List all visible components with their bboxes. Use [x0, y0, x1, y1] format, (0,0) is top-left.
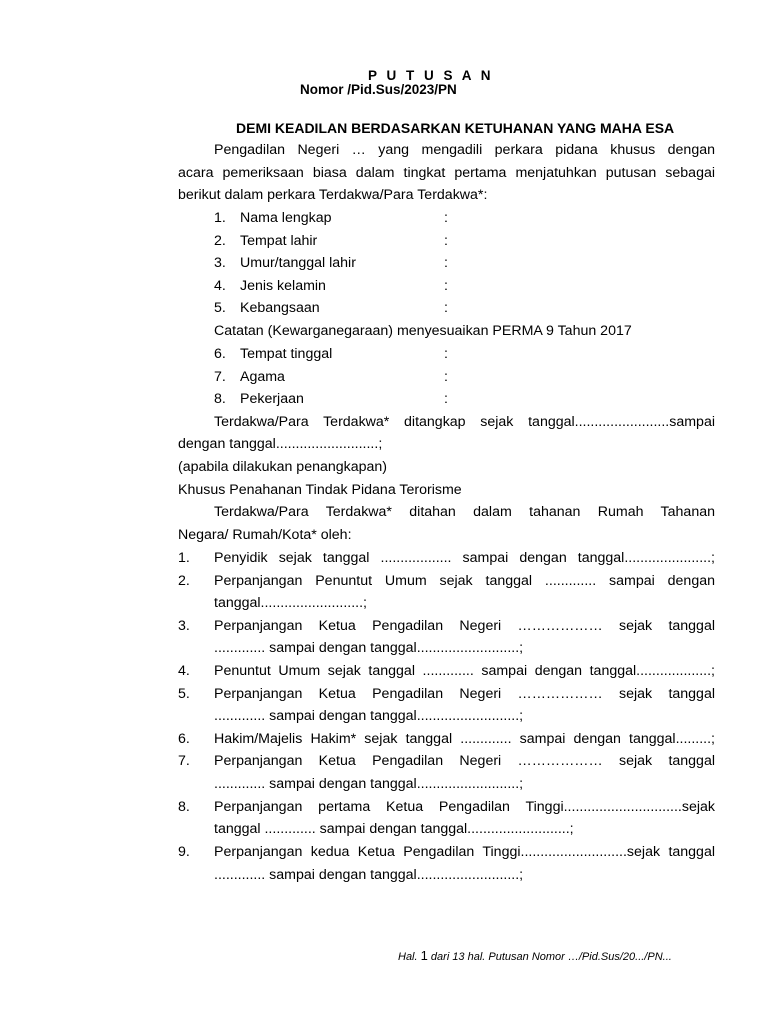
list-item-text: Perpanjangan pertama Ketua Pengadilan Tinggi..............................sejak	[214, 799, 715, 815]
detention-line-1: Terdakwa/Para Terdakwa* ditahan dalam tahanan Rumah Tahanan	[214, 504, 715, 520]
footer-prefix: Hal.	[398, 951, 421, 963]
identity-colon: :	[444, 278, 448, 294]
identity-colon: :	[444, 391, 448, 407]
intro-line-1: Pengadilan Negeri … yang mengadili perkara pidana khusus dengan	[214, 142, 715, 158]
identity-number: 2.	[214, 233, 226, 249]
intro-line-3: berikut dalam perkara Terdakwa/Para Terdakwa*:	[178, 187, 488, 203]
identity-number: 7.	[214, 369, 226, 385]
identity-label: Pekerjaan	[240, 391, 304, 407]
list-item-text: Perpanjangan Ketua Pengadilan Negeri ……………… sejak tanggal	[214, 686, 715, 702]
list-item-number: 9.	[178, 844, 190, 860]
identity-number: 3.	[214, 255, 226, 271]
arrest-line-1: Terdakwa/Para Terdakwa* ditangkap sejak tanggal........................sampai	[214, 414, 715, 430]
list-item-number: 6.	[178, 731, 190, 747]
detention-line-2: Negara/ Rumah/Kota* oleh:	[178, 527, 352, 543]
list-item-text-cont: tanggal ............. sampai dengan tanggal..........................;	[214, 821, 574, 837]
list-item-number: 7.	[178, 753, 190, 769]
list-item-text-cont: tanggal..........................;	[214, 595, 367, 611]
identity-label: Nama lengkap	[240, 210, 332, 226]
identity-colon: :	[444, 369, 448, 385]
identity-label: Umur/tanggal lahir	[240, 255, 356, 271]
list-item-text-cont: ............. sampai dengan tanggal..........................;	[214, 867, 524, 883]
identity-label: Jenis kelamin	[240, 278, 326, 294]
identity-colon: :	[444, 210, 448, 226]
list-item-number: 5.	[178, 686, 190, 702]
document-heading: DEMI KEADILAN BERDASARKAN KETUHANAN YANG MAHA ESA	[236, 120, 675, 136]
identity-number: 6.	[214, 346, 226, 362]
list-item-text: Perpanjangan kedua Ketua Pengadilan Tinggi...........................sejak tanggal	[214, 844, 715, 860]
identity-label: Agama	[240, 369, 285, 385]
nationality-note: Catatan (Kewarganegaraan) menyesuaikan PERMA 9 Tahun 2017	[214, 323, 632, 339]
identity-label: Tempat tinggal	[240, 346, 333, 362]
identity-label: Kebangsaan	[240, 300, 320, 316]
terrorism-heading: Khusus Penahanan Tindak Pidana Terorisme	[178, 482, 462, 498]
list-item-text: Hakim/Majelis Hakim* sejak tanggal ............. sampai dengan tanggal.........;	[214, 731, 715, 747]
list-item-text: Perpanjangan Ketua Pengadilan Negeri ……………… sejak tanggal	[214, 753, 715, 769]
identity-colon: :	[444, 346, 448, 362]
list-item-text: Perpanjangan Penuntut Umum sejak tanggal ............. sampai dengan	[214, 573, 715, 589]
identity-colon: :	[444, 300, 448, 316]
intro-line-2: acara pemeriksaan biasa dalam tingkat pertama menjatuhkan putusan sebagai	[178, 165, 715, 181]
footer-page-number: 1	[420, 948, 428, 963]
identity-number: 5.	[214, 300, 226, 316]
list-item-number: 4.	[178, 663, 190, 679]
list-item-text: Penuntut Umum sejak tanggal ............. sampai dengan tanggal...................;	[214, 663, 715, 679]
identity-number: 4.	[214, 278, 226, 294]
list-item-text-cont: ............. sampai dengan tanggal..........................;	[214, 708, 524, 724]
list-item-text: Perpanjangan Ketua Pengadilan Negeri ……………… sejak tanggal	[214, 618, 715, 634]
footer-suffix: dari 13 hal. Putusan Nomor …/Pid.Sus/20.../PN...	[427, 951, 672, 963]
identity-colon: :	[444, 255, 448, 271]
arrest-line-2: dengan tanggal..........................;	[178, 436, 383, 452]
arrest-note: (apabila dilakukan penangkapan)	[178, 459, 388, 475]
identity-label: Tempat lahir	[240, 233, 318, 249]
list-item-number: 1.	[178, 550, 190, 566]
page-footer	[398, 948, 672, 963]
identity-number: 1.	[214, 210, 226, 226]
list-item-number: 3.	[178, 618, 190, 634]
list-item-number: 2.	[178, 573, 190, 589]
list-item-text-cont: ............. sampai dengan tanggal..........................;	[214, 776, 524, 792]
list-item-text: Penyidik sejak tanggal .................. sampai dengan tanggal......................;	[214, 550, 715, 566]
identity-colon: :	[444, 233, 448, 249]
list-item-text-cont: ............. sampai dengan tanggal..........................;	[214, 640, 524, 656]
identity-number: 8.	[214, 391, 226, 407]
document-title: P U T U S A N	[368, 68, 494, 83]
document-number: Nomor /Pid.Sus/2023/PN	[300, 82, 457, 97]
list-item-number: 8.	[178, 799, 190, 815]
